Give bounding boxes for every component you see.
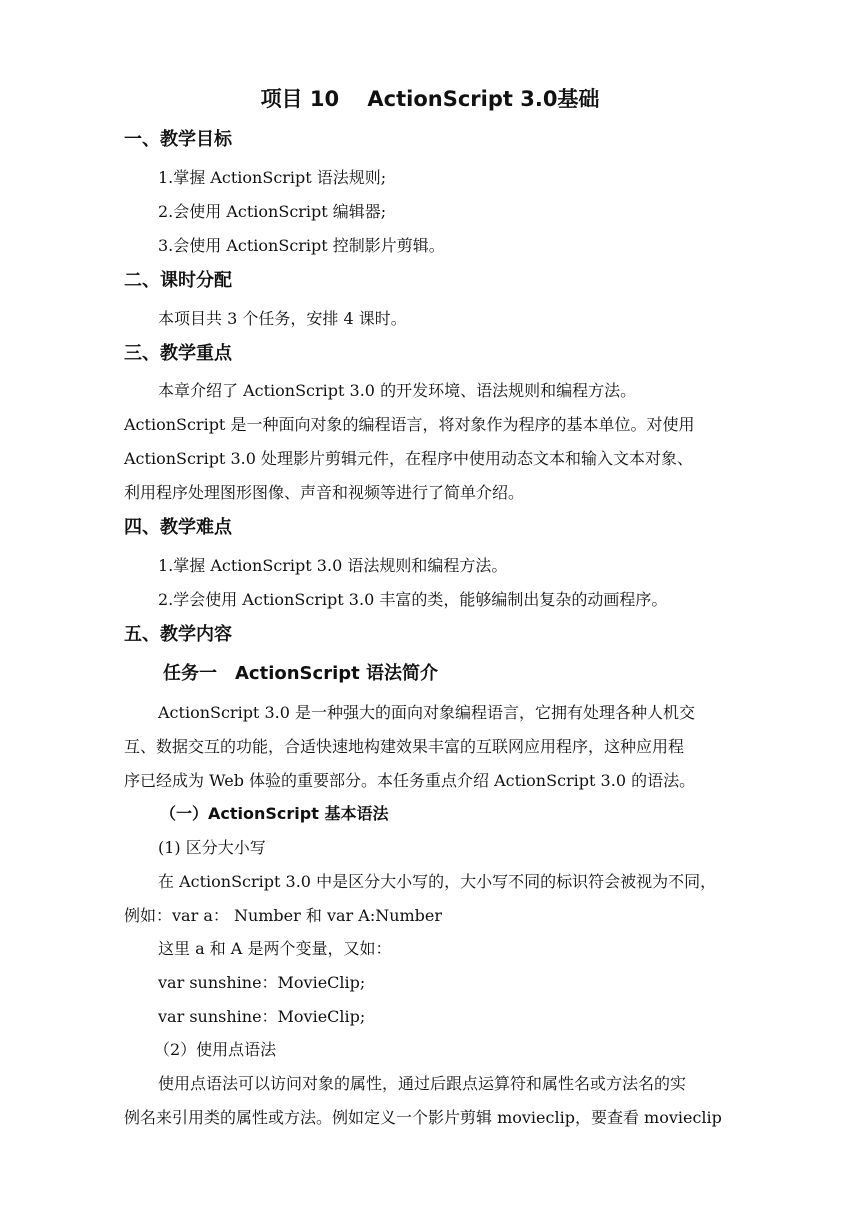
code-line-1: var sunshine：MovieClip; (158, 973, 366, 992)
dot-syntax-line-1: 使用点语法可以访问对象的属性，通过后跟点运算符和属性名或方法名的实 (158, 1074, 687, 1093)
goal-item-2: 2.会使用 ActionScript 编辑器; (158, 202, 387, 221)
section-heading-difficulties: 四、教学难点 (124, 517, 232, 538)
section-heading-key-points: 三、教学重点 (124, 343, 232, 364)
key-points-line-2: ActionScript 是一种面向对象的编程语言，将对象作为程序的基本单位。对使用 (124, 415, 695, 434)
sub-heading-basic-syntax: （一）ActionScript 基本语法 (160, 804, 389, 823)
intro-line-2: 互、数据交互的功能，合适快速地构建效果丰富的互联网应用程序，这种应用程 (124, 737, 685, 756)
section-heading-class-hours: 二、课时分配 (124, 270, 232, 291)
point-dot-syntax: （2）使用点语法 (154, 1040, 277, 1059)
task-heading: 任务一 ActionScript 语法简介 (163, 663, 438, 684)
case-sensitive-line-2: 例如：var a： Number 和 var A:Number (124, 906, 443, 925)
intro-line-3: 序已经成为 Web 体验的重要部分。本任务重点介绍 ActionScript 3.0 的语法。 (124, 771, 696, 790)
case-sensitive-line-1: 在 ActionScript 3.0 中是区分大小写的，大小写不同的标识符会被视为不同， (158, 872, 717, 891)
section-heading-teaching-goals: 一、教学目标 (124, 129, 232, 150)
code-line-2: var sunshine：MovieClip; (158, 1007, 366, 1026)
intro-line-1: ActionScript 3.0 是一种强大的面向对象编程语言，它拥有处理各种人机交 (158, 703, 695, 722)
variables-note: 这里 a 和 A 是两个变量，又如： (158, 939, 392, 958)
section-heading-content: 五、教学内容 (124, 624, 232, 645)
dot-syntax-line-2: 例名来引用类的属性或方法。例如定义一个影片剪辑 movieclip，要查看 movieclip (124, 1108, 722, 1127)
goal-item-3: 3.会使用 ActionScript 控制影片剪辑。 (158, 236, 445, 255)
document-title: 项目 10 ActionScript 3.0基础 (260, 87, 600, 111)
key-points-line-4: 利用程序处理图形图像、声音和视频等进行了简单介绍。 (124, 483, 525, 502)
key-points-line-3: ActionScript 3.0 处理影片剪辑元件，在程序中使用动态文本和输入文本对象、 (124, 449, 693, 468)
key-points-line-1: 本章介绍了 ActionScript 3.0 的开发环境、语法规则和编程方法。 (158, 381, 637, 400)
class-hours-text: 本项目共 3 个任务，安排 4 课时。 (158, 309, 407, 328)
point-case-sensitive: (1) 区分大小写 (158, 838, 266, 857)
difficulty-item-2: 2.学会使用 ActionScript 3.0 丰富的类，能够编制出复杂的动画程序。 (158, 590, 668, 609)
goal-item-1: 1.掌握 ActionScript 语法规则; (158, 168, 387, 187)
difficulty-item-1: 1.掌握 ActionScript 3.0 语法规则和编程方法。 (158, 556, 508, 575)
